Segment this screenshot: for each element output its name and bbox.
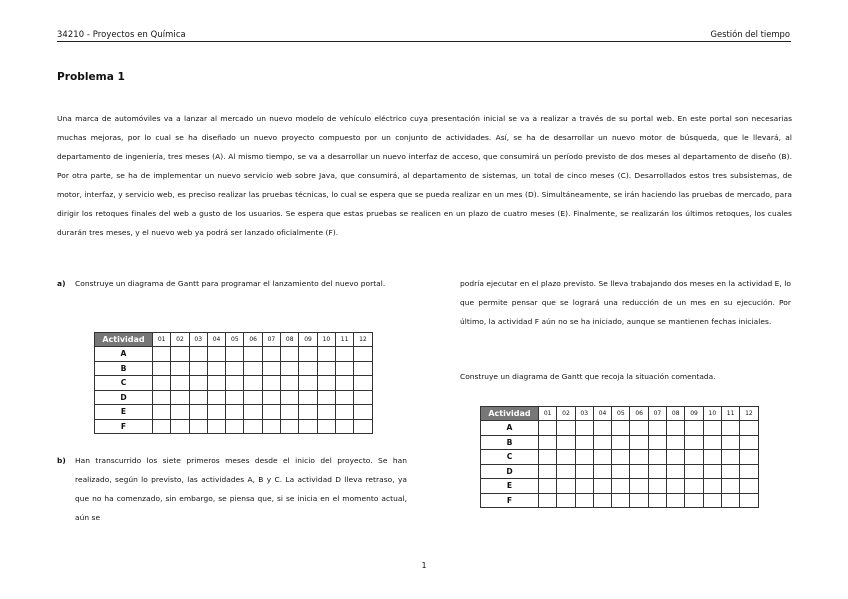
gantt-cell bbox=[685, 450, 703, 465]
gantt-cell bbox=[207, 376, 225, 391]
gantt-cell bbox=[667, 479, 685, 494]
gantt-cell bbox=[207, 361, 225, 376]
gantt-cell bbox=[153, 361, 171, 376]
gantt-cell bbox=[189, 419, 207, 434]
question-a-label: a) bbox=[57, 279, 66, 288]
gantt-cell bbox=[557, 421, 575, 436]
gantt-cell bbox=[354, 390, 372, 405]
gantt-month-header: 08 bbox=[281, 333, 299, 347]
gantt-cell bbox=[262, 390, 280, 405]
gantt-row bbox=[481, 435, 759, 450]
gantt-cell bbox=[612, 421, 630, 436]
gantt-cell bbox=[171, 405, 189, 420]
gantt-activity-label: B bbox=[481, 435, 539, 450]
gantt-month-header: 08 bbox=[667, 407, 685, 421]
gantt-cell bbox=[244, 419, 262, 434]
gantt-header-row bbox=[95, 333, 373, 347]
gantt-cell bbox=[612, 464, 630, 479]
gantt-month-header: 10 bbox=[317, 333, 335, 347]
gantt-cell bbox=[189, 361, 207, 376]
gantt-cell bbox=[335, 376, 353, 391]
gantt-cell bbox=[648, 450, 666, 465]
gantt-cell bbox=[612, 450, 630, 465]
gantt-cell bbox=[262, 405, 280, 420]
gantt-cell bbox=[354, 361, 372, 376]
gantt-cell bbox=[593, 479, 611, 494]
gantt-cell bbox=[648, 435, 666, 450]
header-divider bbox=[57, 41, 791, 42]
gantt-row bbox=[481, 479, 759, 494]
gantt-cell bbox=[226, 405, 244, 420]
gantt-cell bbox=[226, 376, 244, 391]
gantt-cell bbox=[648, 493, 666, 508]
gantt-row bbox=[95, 419, 373, 434]
gantt-cell bbox=[612, 435, 630, 450]
gantt-cell bbox=[721, 435, 739, 450]
gantt-cell bbox=[299, 390, 317, 405]
question-b-instruction: Construye un diagrama de Gantt que recoja la situación comentada. bbox=[460, 372, 716, 381]
gantt-cell bbox=[207, 347, 225, 362]
gantt-cell bbox=[721, 493, 739, 508]
gantt-cell bbox=[593, 421, 611, 436]
gantt-cell bbox=[281, 405, 299, 420]
gantt-row bbox=[481, 493, 759, 508]
gantt-cell bbox=[226, 390, 244, 405]
gantt-cell bbox=[207, 390, 225, 405]
gantt-cell bbox=[648, 464, 666, 479]
gantt-cell bbox=[539, 479, 557, 494]
gantt-cell bbox=[685, 421, 703, 436]
gantt-activity-label: B bbox=[95, 361, 153, 376]
gantt-activity-label: C bbox=[95, 376, 153, 391]
gantt-cell bbox=[612, 479, 630, 494]
gantt-cell bbox=[557, 493, 575, 508]
gantt-month-header: 12 bbox=[354, 333, 372, 347]
gantt-cell bbox=[335, 419, 353, 434]
gantt-cell bbox=[317, 347, 335, 362]
gantt-cell bbox=[630, 479, 648, 494]
gantt-row bbox=[481, 450, 759, 465]
gantt-activity-label: E bbox=[95, 405, 153, 420]
gantt-cell bbox=[539, 450, 557, 465]
gantt-cell bbox=[171, 419, 189, 434]
gantt-cell bbox=[317, 405, 335, 420]
gantt-cell bbox=[317, 376, 335, 391]
gantt-cell bbox=[667, 450, 685, 465]
question-b bbox=[57, 451, 407, 527]
gantt-month-header: 07 bbox=[262, 333, 280, 347]
header-course: 34210 - Proyectos en Química bbox=[57, 29, 186, 39]
gantt-cell bbox=[153, 347, 171, 362]
gantt-cell bbox=[539, 435, 557, 450]
gantt-cell bbox=[226, 347, 244, 362]
gantt-cell bbox=[575, 464, 593, 479]
gantt-cell bbox=[317, 390, 335, 405]
gantt-cell bbox=[703, 464, 721, 479]
gantt-header-row bbox=[481, 407, 759, 421]
gantt-cell bbox=[299, 347, 317, 362]
gantt-cell bbox=[226, 419, 244, 434]
gantt-month-header: 10 bbox=[703, 407, 721, 421]
gantt-month-header: 07 bbox=[648, 407, 666, 421]
problem-title: Problema 1 bbox=[57, 71, 125, 83]
gantt-month-header: 09 bbox=[299, 333, 317, 347]
gantt-cell bbox=[299, 405, 317, 420]
gantt-row bbox=[95, 347, 373, 362]
gantt-cell bbox=[740, 493, 758, 508]
gantt-month-header: 11 bbox=[721, 407, 739, 421]
gantt-cell bbox=[703, 493, 721, 508]
gantt-month-header: 11 bbox=[335, 333, 353, 347]
gantt-activity-label: D bbox=[95, 390, 153, 405]
gantt-cell bbox=[262, 419, 280, 434]
gantt-cell bbox=[244, 347, 262, 362]
gantt-row bbox=[95, 376, 373, 391]
gantt-cell bbox=[612, 493, 630, 508]
gantt-cell bbox=[575, 435, 593, 450]
gantt-month-header: 05 bbox=[612, 407, 630, 421]
gantt-cell bbox=[281, 347, 299, 362]
gantt-cell bbox=[171, 390, 189, 405]
gantt-cell bbox=[721, 479, 739, 494]
gantt-month-header: 09 bbox=[685, 407, 703, 421]
gantt-cell bbox=[593, 464, 611, 479]
gantt-month-header: 01 bbox=[153, 333, 171, 347]
header-topic: Gestión del tiempo bbox=[710, 29, 790, 39]
gantt-activity-header: Actividad bbox=[481, 407, 539, 421]
gantt-activity-label: D bbox=[481, 464, 539, 479]
gantt-cell bbox=[667, 435, 685, 450]
gantt-month-header: 05 bbox=[226, 333, 244, 347]
question-b-continuation: podría ejecutar en el plazo previsto. Se lleva trabajando dos meses en la actividad E, lo que permite pensar que se logrará una reducción de un mes en su ejecución. Por último, la actividad F aún no se ha iniciado, aunque se mantienen fechas iniciales. bbox=[460, 279, 791, 326]
gantt-month-header: 06 bbox=[244, 333, 262, 347]
problem-statement: Una marca de automóviles va a lanzar al mercado un nuevo modelo de vehículo eléctrico cuya presentación inicial se va a realizar a través de su portal web. En este portal son necesarias muchas mejoras, por lo cual se ha diseñado un nuevo proyecto compuesto por un conjunto de actividades. Así, se ha de desarrollar un nuevo motor de búsqueda, que le llevará, al departamento de ingeniería, tres meses (A). Al mismo tiempo, se va a desarrollar un nuevo interfaz de acceso, que consumirá un período previsto de dos meses al departamento de diseño (B). Por otra parte, se ha de implementar un nuevo servicio web sobre Java, que consumirá, al departamento de sistemas, un total de cinco meses (C). Desarrollados estos tres subsistemas, de motor, interfaz, y servicio web, es preciso realizar las pruebas técnicas, lo cual se espera que se pueda realizar en un mes (D). Simultáneamente, se irán haciendo las pruebas de mercado, para dirigir los retoques finales del web a gusto de los usuarios. Se espera que estas pruebas se realicen en un plazo de cuatro meses (E). Finalmente, se realizarán los últimos retoques, los cuales durarán tres meses, y el nuevo web ya podrá ser lanzado oficialmente (F). bbox=[57, 114, 792, 237]
gantt-cell bbox=[539, 493, 557, 508]
gantt-cell bbox=[189, 405, 207, 420]
gantt-cell bbox=[685, 464, 703, 479]
gantt-cell bbox=[317, 361, 335, 376]
gantt-row bbox=[481, 421, 759, 436]
gantt-cell bbox=[335, 361, 353, 376]
gantt-cell bbox=[685, 479, 703, 494]
gantt-cell bbox=[335, 347, 353, 362]
gantt-cell bbox=[593, 493, 611, 508]
gantt-cell bbox=[667, 493, 685, 508]
gantt-table-b bbox=[480, 406, 759, 508]
gantt-cell bbox=[667, 421, 685, 436]
gantt-cell bbox=[557, 450, 575, 465]
gantt-cell bbox=[244, 361, 262, 376]
gantt-row bbox=[95, 405, 373, 420]
gantt-cell bbox=[281, 419, 299, 434]
gantt-cell bbox=[575, 450, 593, 465]
gantt-cell bbox=[648, 479, 666, 494]
question-a-text: Construye un diagrama de Gantt para programar el lanzamiento del nuevo portal. bbox=[75, 279, 386, 288]
gantt-cell bbox=[648, 421, 666, 436]
gantt-cell bbox=[667, 464, 685, 479]
gantt-activity-label: E bbox=[481, 479, 539, 494]
page-number: 1 bbox=[421, 561, 427, 570]
gantt-cell bbox=[539, 421, 557, 436]
gantt-cell bbox=[630, 421, 648, 436]
gantt-cell bbox=[153, 390, 171, 405]
gantt-cell bbox=[630, 435, 648, 450]
gantt-cell bbox=[153, 419, 171, 434]
gantt-cell bbox=[703, 450, 721, 465]
gantt-cell bbox=[281, 390, 299, 405]
gantt-cell bbox=[281, 361, 299, 376]
gantt-cell bbox=[335, 390, 353, 405]
gantt-cell bbox=[703, 479, 721, 494]
gantt-cell bbox=[207, 405, 225, 420]
gantt-cell bbox=[575, 493, 593, 508]
gantt-cell bbox=[685, 493, 703, 508]
gantt-cell bbox=[281, 376, 299, 391]
gantt-row bbox=[95, 361, 373, 376]
gantt-cell bbox=[153, 405, 171, 420]
gantt-activity-label: F bbox=[95, 419, 153, 434]
gantt-cell bbox=[721, 464, 739, 479]
gantt-cell bbox=[226, 361, 244, 376]
gantt-cell bbox=[593, 435, 611, 450]
gantt-month-header: 04 bbox=[593, 407, 611, 421]
gantt-cell bbox=[262, 361, 280, 376]
gantt-row bbox=[95, 390, 373, 405]
gantt-cell bbox=[740, 464, 758, 479]
gantt-cell bbox=[575, 421, 593, 436]
gantt-cell bbox=[557, 464, 575, 479]
gantt-cell bbox=[244, 405, 262, 420]
gantt-cell bbox=[189, 347, 207, 362]
gantt-cell bbox=[244, 376, 262, 391]
gantt-month-header: 01 bbox=[539, 407, 557, 421]
gantt-cell bbox=[630, 464, 648, 479]
gantt-activity-label: A bbox=[481, 421, 539, 436]
gantt-activity-header: Actividad bbox=[95, 333, 153, 347]
gantt-cell bbox=[354, 405, 372, 420]
question-b-text: Han transcurrido los siete primeros meses desde el inicio del proyecto. Se han realizado, según lo previsto, las actividades A, B y C. La actividad D lleva retraso, ya que no ha comenzado, sin embargo, se piensa que, si se inicia en el momento actual, aún se bbox=[75, 456, 407, 522]
gantt-cell bbox=[354, 419, 372, 434]
gantt-cell bbox=[740, 450, 758, 465]
gantt-cell bbox=[354, 376, 372, 391]
gantt-cell bbox=[171, 376, 189, 391]
question-a bbox=[57, 274, 407, 293]
gantt-cell bbox=[721, 421, 739, 436]
gantt-cell bbox=[299, 361, 317, 376]
gantt-month-header: 03 bbox=[189, 333, 207, 347]
gantt-cell bbox=[244, 390, 262, 405]
gantt-cell bbox=[354, 347, 372, 362]
gantt-cell bbox=[299, 376, 317, 391]
gantt-cell bbox=[262, 347, 280, 362]
gantt-cell bbox=[630, 450, 648, 465]
gantt-cell bbox=[557, 479, 575, 494]
gantt-month-header: 06 bbox=[630, 407, 648, 421]
question-b-label: b) bbox=[57, 456, 66, 465]
gantt-cell bbox=[189, 376, 207, 391]
gantt-cell bbox=[703, 421, 721, 436]
gantt-cell bbox=[703, 435, 721, 450]
gantt-cell bbox=[171, 347, 189, 362]
gantt-cell bbox=[539, 464, 557, 479]
gantt-cell bbox=[593, 450, 611, 465]
gantt-table-a bbox=[94, 332, 373, 434]
gantt-cell bbox=[575, 479, 593, 494]
gantt-month-header: 02 bbox=[557, 407, 575, 421]
gantt-cell bbox=[207, 419, 225, 434]
gantt-cell bbox=[557, 435, 575, 450]
gantt-activity-label: F bbox=[481, 493, 539, 508]
gantt-cell bbox=[189, 390, 207, 405]
gantt-cell bbox=[299, 419, 317, 434]
gantt-month-header: 04 bbox=[207, 333, 225, 347]
gantt-cell bbox=[685, 435, 703, 450]
gantt-cell bbox=[335, 405, 353, 420]
gantt-activity-label: C bbox=[481, 450, 539, 465]
gantt-month-header: 12 bbox=[740, 407, 758, 421]
gantt-cell bbox=[740, 479, 758, 494]
gantt-month-header: 02 bbox=[171, 333, 189, 347]
gantt-cell bbox=[740, 421, 758, 436]
gantt-cell bbox=[171, 361, 189, 376]
gantt-cell bbox=[740, 435, 758, 450]
gantt-cell bbox=[153, 376, 171, 391]
gantt-row bbox=[481, 464, 759, 479]
gantt-cell bbox=[317, 419, 335, 434]
gantt-cell bbox=[262, 376, 280, 391]
gantt-cell bbox=[721, 450, 739, 465]
gantt-cell bbox=[630, 493, 648, 508]
gantt-month-header: 03 bbox=[575, 407, 593, 421]
gantt-activity-label: A bbox=[95, 347, 153, 362]
